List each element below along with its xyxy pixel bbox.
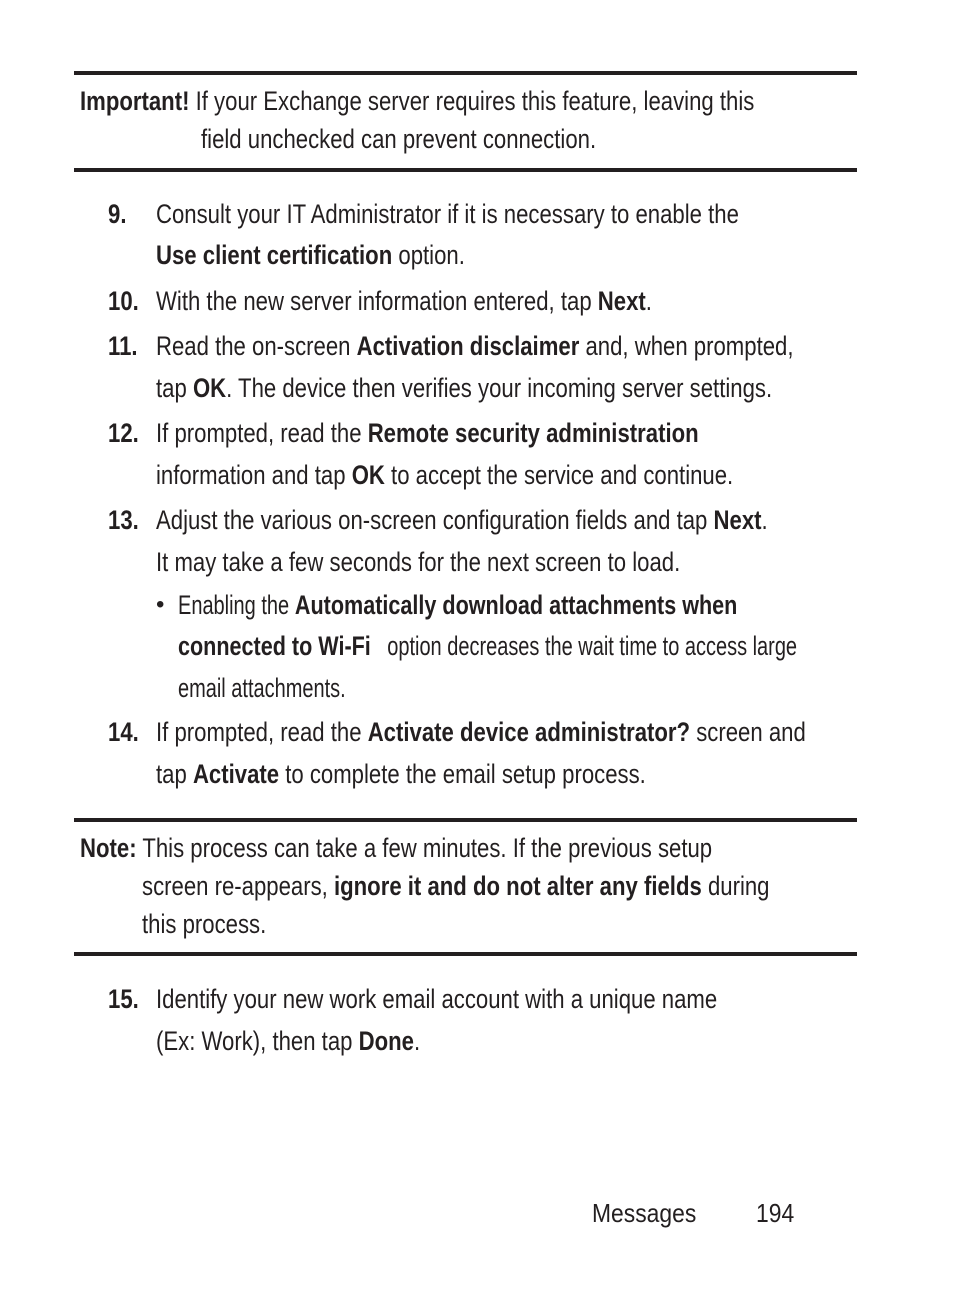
note-rule-1 <box>74 818 857 822</box>
step-text: tap OK. The device then verifies your incoming server settings. <box>156 373 773 403</box>
bullet-text: email attachments. <box>178 673 346 703</box>
step-number: 13. <box>108 505 139 535</box>
note-line-1: Note: This process can take a few minutes. If the previous setup <box>80 833 713 863</box>
step-text: It may take a few seconds for the next screen to load. <box>156 547 681 577</box>
note-line-2: screen re-appears, ignore it and do not alter any fields during <box>142 871 770 901</box>
step-number: 15. <box>108 984 139 1014</box>
note-rule-2 <box>74 952 857 956</box>
step-text: Adjust the various on-screen configuration fields and tap Next. <box>156 505 768 535</box>
important-line-2: field unchecked can prevent connection. <box>201 124 597 154</box>
page-number: 194 <box>756 1198 795 1228</box>
step-number: 9. <box>108 199 127 229</box>
step-text: tap Activate to complete the email setup process. <box>156 759 646 789</box>
footer-section: Messages <box>592 1198 697 1228</box>
important-label: Important! <box>80 86 190 116</box>
bullet-icon: • <box>156 591 165 618</box>
step-number: 10. <box>108 286 139 316</box>
step-number: 14. <box>108 717 139 747</box>
step-text: If prompted, read the Remote security administration <box>156 418 699 448</box>
step-text: Consult your IT Administrator if it is necessary to enable the <box>156 199 739 229</box>
step-text: Use client certification option. <box>156 240 465 270</box>
step-text: information and tap OK to accept the service and continue. <box>156 460 734 490</box>
step-text: If prompted, read the Activate device administrator? screen and <box>156 717 806 747</box>
step-text: Read the on-screen Activation disclaimer and, when prompted, <box>156 331 794 361</box>
step-text: With the new server information entered, tap Next. <box>156 286 652 316</box>
important-line-1: Important! If your Exchange server requires this feature, leaving this <box>80 86 755 116</box>
note-line-3: this process. <box>142 909 267 939</box>
bullet-text: connected to Wi-Fi option decreases the wait time to access large <box>178 631 798 661</box>
step-text: (Ex: Work), then tap Done. <box>156 1026 421 1056</box>
top-rule-2 <box>74 168 857 172</box>
note-label: Note: <box>80 833 137 863</box>
bullet-text: Enabling the Automatically download attachments when <box>178 590 738 620</box>
step-number: 12. <box>108 418 139 448</box>
step-number: 11. <box>108 331 138 361</box>
top-rule-1 <box>74 71 857 75</box>
step-text: Identify your new work email account with a unique name <box>156 984 718 1014</box>
